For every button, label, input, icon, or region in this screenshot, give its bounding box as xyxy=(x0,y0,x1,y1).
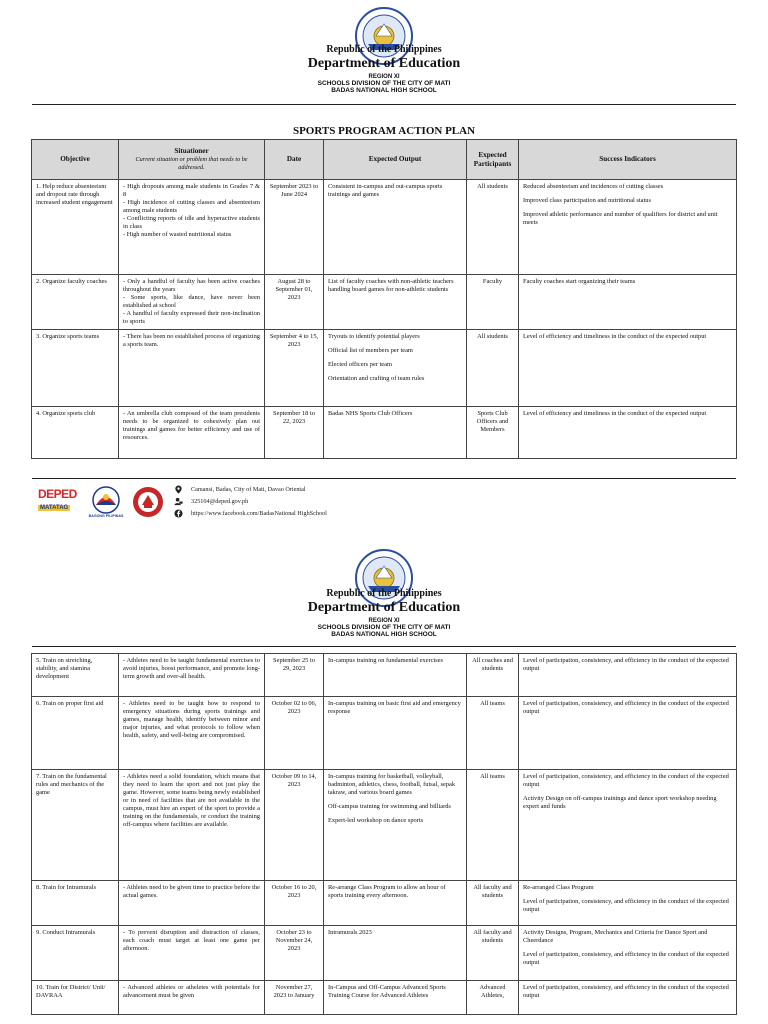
cell-date: September 2023 to June 2024 xyxy=(265,180,324,275)
cell-participants: All students xyxy=(467,180,519,275)
table-row xyxy=(32,697,737,770)
table-row xyxy=(32,981,737,1015)
cell-participants: All students xyxy=(467,330,519,407)
situationer-line: - High incidence of cutting classes and absenteeism among male students xyxy=(123,199,260,214)
cell-participants: All teams xyxy=(467,697,519,770)
indicators-line: Level of participation, consistency, and efficiency in the conduct of the expected output xyxy=(523,773,729,788)
division-text: SCHOOLS DIVISION OF THE CITY OF MATI xyxy=(317,80,451,87)
cell-output xyxy=(324,180,467,275)
output-line: Expert-led workshop on dance sports xyxy=(328,817,424,824)
cell-date: September 25 to 29, 2023 xyxy=(265,654,324,697)
output-line: In-Campus and Off-Campus Advanced Sports Training Course for Advanced Athletes xyxy=(328,984,446,999)
cell-output xyxy=(324,770,467,881)
cell-indicators xyxy=(519,330,737,407)
cell-date: October 02 to 06, 2023 xyxy=(265,697,324,770)
output-line: List of faculty coaches with non-athletic teachers handling board games for non-athletic students xyxy=(328,278,454,293)
facebook-icon xyxy=(174,509,183,518)
cell-indicators xyxy=(519,926,737,981)
indicators-line: Level of efficiency and timeliness in the conduct of the expected output xyxy=(523,333,707,340)
email-icon xyxy=(174,497,183,506)
republic-text: Republic of the Philippines xyxy=(326,44,442,55)
situationer-line: - Some sports, like dance, have never been established at school xyxy=(123,294,260,309)
cell-date: October 16 to 20, 2023 xyxy=(265,881,324,926)
email-line xyxy=(174,495,327,507)
matatag-logo-text: MATATAG xyxy=(40,505,69,511)
deped-logo xyxy=(38,485,78,519)
cell-objective: 4. Organize sports club xyxy=(32,407,119,459)
indicators-line: Level of participation, consistency, and efficiency in the conduct of the expected output xyxy=(523,984,729,999)
cell-indicators xyxy=(519,881,737,926)
output-line: In-campus training for basketball, volleyball, badminton, athletics, chess, football, futsal, sepak takraw, and various board games xyxy=(328,773,456,796)
address-text: Camansi, Badas, City of Mati, Davao Oriental xyxy=(191,485,306,493)
cell-indicators xyxy=(519,407,737,459)
cell-participants: All coaches and students xyxy=(467,654,519,697)
cell-output xyxy=(324,981,467,1015)
cell-objective: 9. Conduct Intramurals xyxy=(32,926,119,981)
division-text: SCHOOLS DIVISION OF THE CITY OF MATI xyxy=(317,624,451,631)
email-link[interactable]: 325104@deped.gov.ph xyxy=(191,497,249,505)
school-name: BADAS NATIONAL HIGH SCHOOL xyxy=(331,87,437,94)
cell-indicators xyxy=(519,981,737,1015)
situationer-line: - High number of wasted nutritional status xyxy=(123,231,232,238)
cell-output xyxy=(324,275,467,330)
page-footer xyxy=(32,478,736,526)
output-line: Off-campus training for swimming and billiards xyxy=(328,803,451,810)
cell-situationer xyxy=(119,330,265,407)
table-row xyxy=(32,881,737,926)
situationer-line: - To prevent disruption and distraction of classes, each coach must target at least one game per afternoon. xyxy=(123,929,260,952)
situationer-line: - An umbrella club composed of the team presidents needs to be organized to cohesively plan out trainings and games for better efficiency and use of resources. xyxy=(123,410,260,441)
output-line: Official list of members per team xyxy=(328,347,413,354)
cell-participants: All teams xyxy=(467,770,519,881)
cell-situationer xyxy=(119,881,265,926)
facebook-line xyxy=(174,507,327,519)
region-text: REGION XI xyxy=(368,74,400,80)
facebook-link[interactable]: https://www.facebook.com/BadasNational HighSchool xyxy=(191,509,327,517)
situationer-line: - Athletes need to be given time to practice before the actual games. xyxy=(123,884,260,899)
cell-participants: All faculty and students xyxy=(467,881,519,926)
cell-date: August 28 to September 01, 2023 xyxy=(265,275,324,330)
col-output: Expected Output xyxy=(324,140,467,180)
cell-date: October 23 to November 24, 2023 xyxy=(265,926,324,981)
republic-text: Republic of the Philippines xyxy=(326,588,442,599)
location-pin-icon xyxy=(174,485,183,494)
cell-date: November 27, 2023 to January xyxy=(265,981,324,1015)
table-row xyxy=(32,770,737,881)
situationer-line: - Athletes need to be taught how to respond to emergency situations during sports trainings and games, manage health, identify between minor and major injuries, and what protocols to follow when health, safety, and well-being are compromised. xyxy=(123,700,260,739)
indicators-line: Improved athletic performance and number of qualifiers for district and unit meets xyxy=(523,211,718,226)
indicators-line: Level of participation, consistency, and efficiency in the conduct of the expected output xyxy=(523,700,729,715)
header-rule xyxy=(32,646,736,647)
cell-objective: 1. Help reduce absenteeism and dropout rate through increased student engagement xyxy=(32,180,119,275)
cell-participants: Faculty xyxy=(467,275,519,330)
output-line: Consistent in-campus and out-campus sports trainings and games xyxy=(328,183,443,198)
col-objective: Objective xyxy=(32,140,119,180)
action-plan-table-page-1 xyxy=(31,139,737,459)
cell-output xyxy=(324,926,467,981)
letterhead xyxy=(0,44,768,94)
cell-situationer xyxy=(119,654,265,697)
cell-indicators xyxy=(519,275,737,330)
header-rule xyxy=(32,104,736,105)
bagong-pilipinas-logo-icon xyxy=(88,485,124,519)
indicators-line: Level of participation, consistency, and efficiency in the conduct of the expected output xyxy=(523,657,729,672)
col-date: Date xyxy=(265,140,324,180)
indicators-line: Re-arranged Class Program xyxy=(523,884,594,891)
cell-objective: 8. Train for Intramurals xyxy=(32,881,119,926)
department-title: Department of Education xyxy=(307,56,461,71)
cell-objective: 5. Train on stretching, stability, and stamina development xyxy=(32,654,119,697)
cell-indicators xyxy=(519,697,737,770)
output-line: Tryouts to identify potential players xyxy=(328,333,420,340)
col-indicators: Success Indicators xyxy=(519,140,737,180)
indicators-line: Faculty coaches start organizing their teams xyxy=(523,278,636,285)
school-name: BADAS NATIONAL HIGH SCHOOL xyxy=(331,631,437,638)
cell-objective: 2. Organize faculty coaches xyxy=(32,275,119,330)
cell-output xyxy=(324,697,467,770)
output-line: Re-arrange Class Program to allow an hour of sports training every afternoon. xyxy=(328,884,446,899)
output-line: Intramurals 2023 xyxy=(328,929,372,936)
cell-situationer xyxy=(119,697,265,770)
table-row xyxy=(32,275,737,330)
output-line: Elected officers per team xyxy=(328,361,392,368)
indicators-line: Level of participation, consistency, and efficiency in the conduct of the expected output xyxy=(523,898,729,913)
cell-output xyxy=(324,881,467,926)
table-row xyxy=(32,330,737,407)
cell-date: October 09 to 14, 2023 xyxy=(265,770,324,881)
action-plan-table-page-2 xyxy=(31,653,737,1015)
output-line: In-campus training on fundamental exercises xyxy=(328,657,443,664)
situationer-line: - Athletes need a solid foundation, which means that they need to learn the sport and not just play the game. However, some teams being newly established or in need of facilities that are not available in the campus, must hire an expert of the sport to provide a training on the fundamentals, or conduct the training off-campus where facilities are available. xyxy=(123,773,260,828)
col-situationer: Situationer Current situation or problem that needs to be addressed. xyxy=(119,140,265,180)
cell-situationer xyxy=(119,926,265,981)
indicators-line: Activity Designs, Program, Mechanics and Criteria for Dance Sport and Cheerdance xyxy=(523,929,708,944)
document-title: SPORTS PROGRAM ACTION PLAN xyxy=(292,125,476,137)
cell-objective: 6. Train on proper first aid xyxy=(32,697,119,770)
address-line xyxy=(174,483,327,495)
cell-objective: 10. Train for District/ Unit/ DAVRAA xyxy=(32,981,119,1015)
cell-participants: All faculty and students xyxy=(467,926,519,981)
deped-logo-text: DEPED xyxy=(38,487,77,501)
cell-situationer xyxy=(119,770,265,881)
output-line: Orientation and crafting of team rules xyxy=(328,375,425,382)
indicators-line: Level of participation, consistency, and efficiency in the conduct of the expected output xyxy=(523,951,729,966)
cell-output xyxy=(324,407,467,459)
cell-objective: 7. Train on the fundamental rules and mechanics of the game xyxy=(32,770,119,881)
cell-situationer xyxy=(119,180,265,275)
situationer-line: - Advanced athletes or atheletes with potentials for advancement must be given xyxy=(123,984,260,999)
situationer-line: - There has been no established process of organizing a sports team. xyxy=(123,333,260,348)
situationer-line: - Conflicting reports of idle and hyperactive students in class xyxy=(123,215,260,230)
document-page-2 xyxy=(0,528,768,1024)
svg-text:BAGONG PILIPINAS: BAGONG PILIPINAS xyxy=(88,514,124,518)
situationer-line: - Only a handful of faculty has been active coaches throughout the years xyxy=(123,278,260,293)
cell-output xyxy=(324,330,467,407)
table-row xyxy=(32,180,737,275)
cell-date: September 18 to 22, 2023 xyxy=(265,407,324,459)
output-line: In-campus training on basic first aid and emergency response xyxy=(328,700,461,715)
cell-situationer xyxy=(119,275,265,330)
indicators-line: Reduced absenteeism and incidences of cutting classes xyxy=(523,183,664,190)
cell-participants: Sports Club Officers and Members xyxy=(467,407,519,459)
situationer-line: - A handful of faculty expressed their non-inclination to sports xyxy=(123,310,260,325)
table-row xyxy=(32,407,737,459)
cell-indicators xyxy=(519,180,737,275)
letterhead xyxy=(0,588,768,638)
table-row xyxy=(32,654,737,697)
cell-situationer xyxy=(119,407,265,459)
cell-date: September 4 to 15, 2023 xyxy=(265,330,324,407)
output-line: Badas NHS Sports Club Officers xyxy=(328,410,413,417)
cell-participants: Advanced Athletes, xyxy=(467,981,519,1015)
cell-situationer xyxy=(119,981,265,1015)
indicators-line: Level of efficiency and timeliness in the conduct of the expected output xyxy=(523,410,707,417)
cell-objective: 3. Organize sports teams xyxy=(32,330,119,407)
school-logo-icon xyxy=(130,485,166,519)
department-title: Department of Education xyxy=(307,600,461,615)
situationer-line: - Athletes need to be taught fundamental exercises to avoid injuries, boost performance, and promote long-term growth and over-all health. xyxy=(123,657,260,680)
region-text: REGION XI xyxy=(368,618,400,624)
cell-indicators xyxy=(519,654,737,697)
col-participants: Expected Participants xyxy=(467,140,519,180)
table-row xyxy=(32,926,737,981)
contact-info xyxy=(174,483,327,519)
indicators-line: Improved class participation and nutritional status xyxy=(523,197,651,204)
cell-indicators xyxy=(519,770,737,881)
cell-output xyxy=(324,654,467,697)
situationer-line: - High dropouts among male students in Grades 7 & 8 xyxy=(123,183,260,198)
indicators-line: Activity Design on off-campus trainings and dance sport workshop needing expert and funds xyxy=(523,795,717,810)
